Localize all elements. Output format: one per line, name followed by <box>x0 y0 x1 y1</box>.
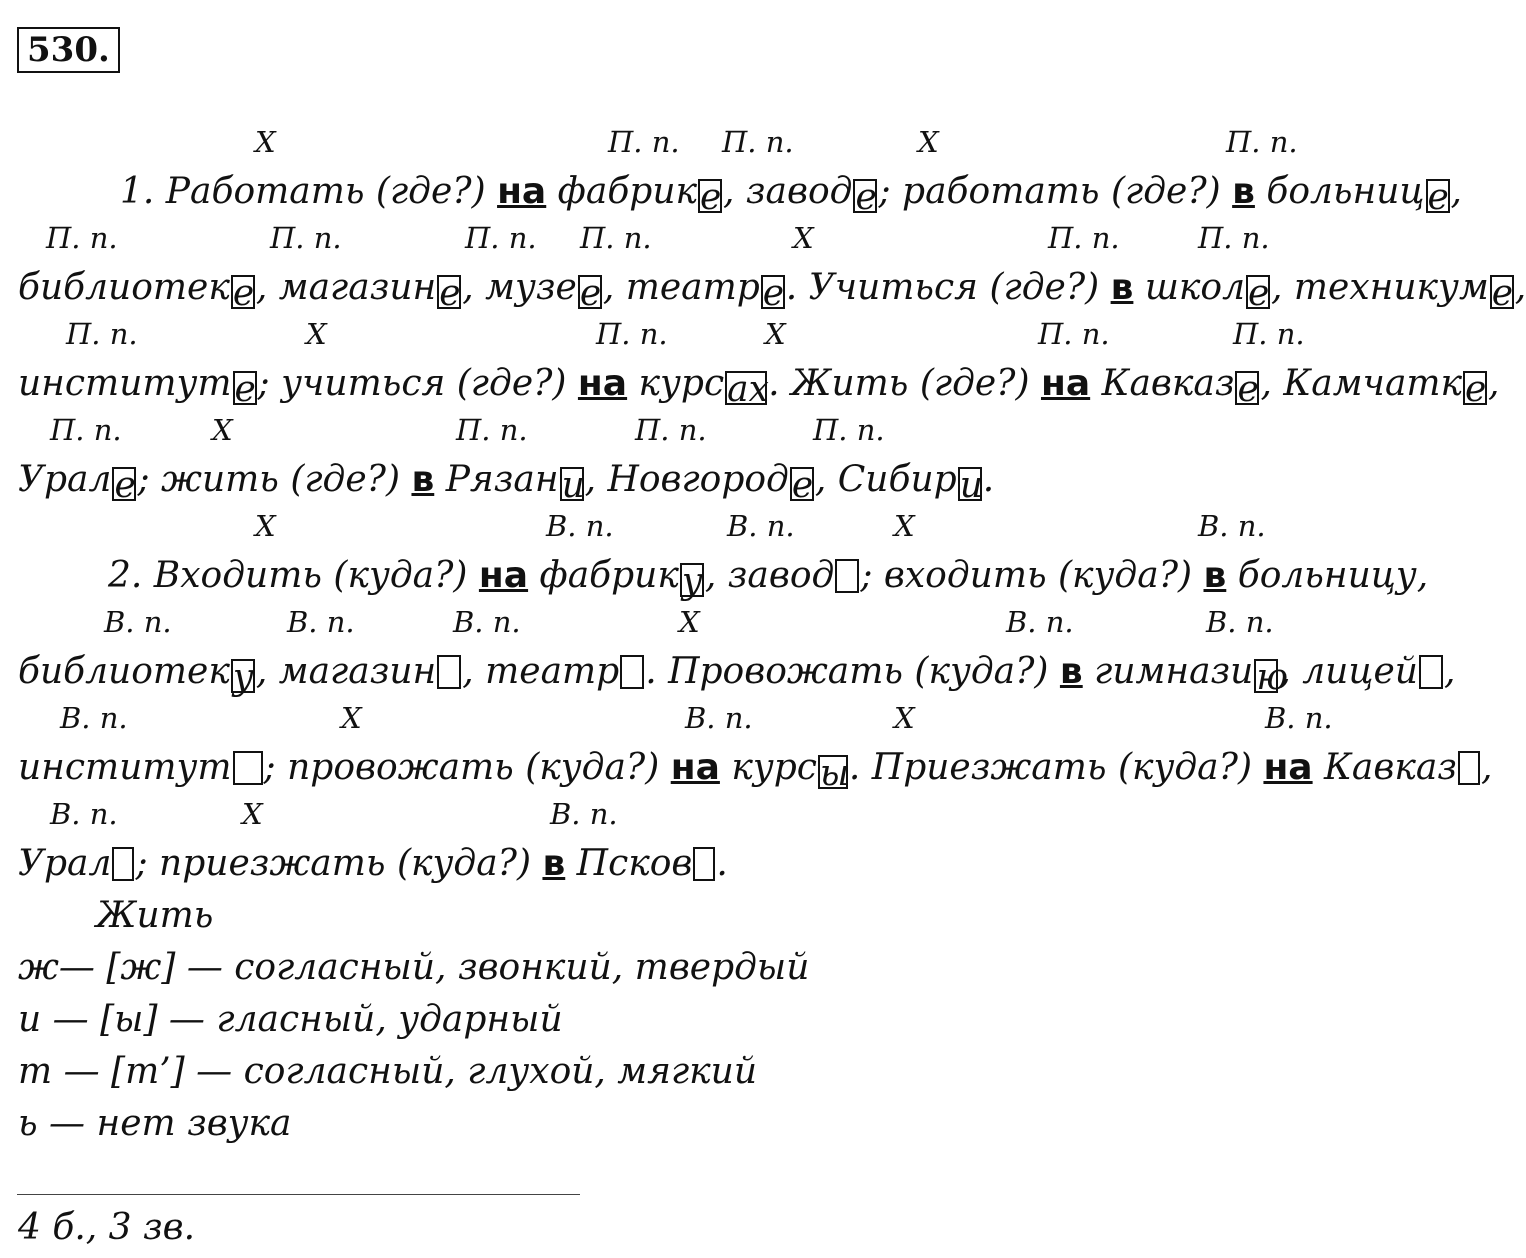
ending-box: е <box>700 177 722 218</box>
case-label: Х <box>918 125 939 159</box>
empty-ending-box <box>693 847 715 881</box>
preposition: на <box>577 363 628 404</box>
ending-box: е <box>855 177 877 218</box>
sentence-line: институт ; провожать (куда?) на курсы. Приезжать (куда?) на Кавказ , <box>18 747 1493 794</box>
sentence-line: институте; учиться (где?) на курсах. Жить (где?) на Кавказе, Камчатке, <box>18 363 1500 410</box>
ending-box: е <box>762 273 785 314</box>
case-label: П. п. <box>1226 125 1298 159</box>
case-label: В. п. <box>1265 701 1333 735</box>
empty-ending-box <box>112 847 134 881</box>
case-label: П. п. <box>580 221 652 255</box>
ending-box: е <box>1465 369 1487 410</box>
ending-box: е <box>1427 177 1449 218</box>
phonetic-row: ж— [ж] — согласный, звонкий, твердый <box>18 947 810 988</box>
case-label: П. п. <box>456 413 528 447</box>
preposition: на <box>478 555 529 596</box>
preposition: в <box>542 843 566 884</box>
ending-box: е <box>1248 273 1270 314</box>
case-label: П. п. <box>813 413 885 447</box>
case-label: В. п. <box>1206 605 1274 639</box>
ending-box: е <box>232 273 255 314</box>
preposition: на <box>497 171 547 212</box>
case-label: Х <box>242 797 263 831</box>
case-label: П. п. <box>1198 221 1270 255</box>
sentence-line: 1. Работать (где?) на фабрике, заводе; работать (где?) в больнице, <box>120 171 1462 218</box>
ending-box: ах <box>727 369 769 410</box>
case-label: Х <box>306 317 327 351</box>
divider <box>17 1194 580 1195</box>
case-label: П. п. <box>50 413 122 447</box>
sentence-line: 2. Входить (куда?) на фабрику, завод ; входить (куда?) в больницу, <box>108 555 1429 602</box>
footnote: 4 б., 3 зв. <box>18 1207 196 1248</box>
preposition: на <box>1263 747 1313 788</box>
sentence-line: Урал ; приезжать (куда?) в Псков . <box>18 843 728 884</box>
case-label: В. п. <box>50 797 118 831</box>
empty-ending-box <box>437 655 461 689</box>
ending-box: и <box>561 465 585 506</box>
exercise-number: 530. <box>17 27 120 73</box>
case-label: П. п. <box>270 221 342 255</box>
ending-box: ы <box>819 753 850 794</box>
case-label: В. п. <box>685 701 753 735</box>
case-label: В. п. <box>60 701 128 735</box>
empty-ending-box <box>1419 655 1443 689</box>
ending-box: е <box>791 465 814 506</box>
sentence-line: Урале; жить (где?) в Рязани, Новгороде, Сибири. <box>18 459 995 506</box>
ending-box: у <box>232 657 254 698</box>
sentence-line: библиотеке, магазине, музее, театре. Учиться (где?) в школе, техникуме, <box>18 267 1526 314</box>
case-label: П. п. <box>596 317 668 351</box>
case-label: П. п. <box>608 125 680 159</box>
ending-box: е <box>114 465 136 506</box>
ending-box: е <box>579 273 602 314</box>
case-label: П. п. <box>635 413 707 447</box>
case-label: П. п. <box>465 221 537 255</box>
preposition: в <box>1110 267 1134 308</box>
empty-ending-box <box>1458 751 1480 785</box>
case-label: В. п. <box>546 509 614 543</box>
empty-ending-box <box>835 559 859 593</box>
ending-box: е <box>234 369 256 410</box>
case-label: П. п. <box>722 125 794 159</box>
ending-box: е <box>1237 369 1259 410</box>
case-label: В. п. <box>1198 509 1266 543</box>
case-label: П. п. <box>1038 317 1110 351</box>
case-label: В. п. <box>1006 605 1074 639</box>
phonetic-row: ь — нет звука <box>18 1103 292 1144</box>
case-label: Х <box>255 509 276 543</box>
ending-box: е <box>1491 273 1514 314</box>
case-label: Х <box>212 413 233 447</box>
ending-box: и <box>959 465 983 506</box>
ending-box: у <box>681 561 703 602</box>
phonetic-row: т — [т’] — согласный, глухой, мягкий <box>18 1051 758 1092</box>
ending-box: ю <box>1256 657 1289 698</box>
case-label: Х <box>255 125 276 159</box>
case-label: Х <box>341 701 362 735</box>
case-label: В. п. <box>550 797 618 831</box>
phonetic-row: и — [ы] — гласный, ударный <box>18 999 563 1040</box>
case-label: В. п. <box>104 605 172 639</box>
case-label: Х <box>765 317 786 351</box>
case-label: П. п. <box>46 221 118 255</box>
preposition: в <box>1232 171 1255 212</box>
case-label: П. п. <box>66 317 138 351</box>
preposition: в <box>411 459 435 500</box>
preposition: на <box>1040 363 1091 404</box>
case-label: П. п. <box>1048 221 1120 255</box>
case-label: Х <box>679 605 700 639</box>
case-label: П. п. <box>1233 317 1305 351</box>
sentence-line: библиотеку, магазин , театр . Провожать (куда?) в гимназию, лицей , <box>18 651 1456 698</box>
ending-box: е <box>439 273 461 314</box>
case-label: Х <box>793 221 814 255</box>
phonetic-word: Жить <box>96 895 214 936</box>
case-label: Х <box>894 509 915 543</box>
case-label: В. п. <box>727 509 795 543</box>
case-label: Х <box>894 701 915 735</box>
preposition: в <box>1203 555 1227 596</box>
preposition: в <box>1059 651 1083 692</box>
empty-ending-box <box>233 751 263 785</box>
empty-ending-box <box>620 655 644 689</box>
case-label: В. п. <box>453 605 521 639</box>
preposition: на <box>670 747 720 788</box>
case-label: В. п. <box>287 605 355 639</box>
